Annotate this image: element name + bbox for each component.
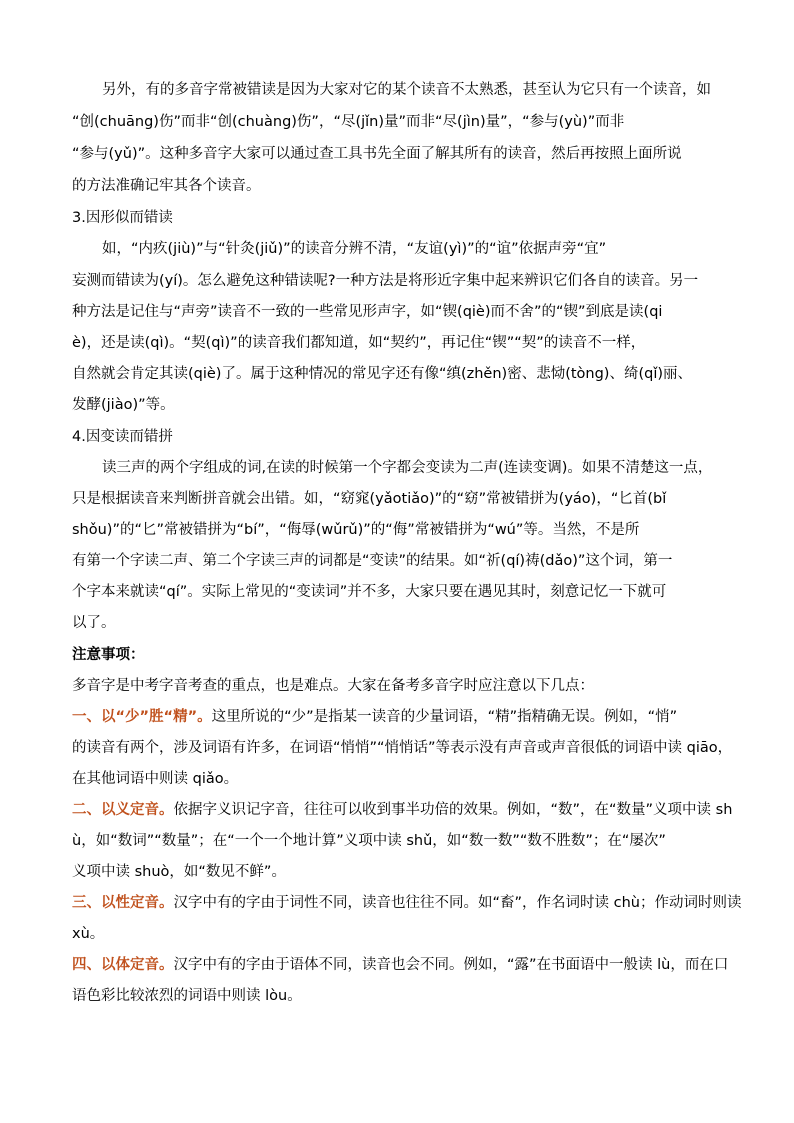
paragraph-line: 读三声的两个字组成的词,在读的时候第一个字都会变读为二声(连读变调)。如果不清楚这一点， bbox=[102, 460, 713, 476]
section-heading: 3.因形似而错读 bbox=[72, 210, 173, 226]
paragraph-line: 以了。 bbox=[72, 615, 116, 631]
rule-line bbox=[72, 800, 732, 820]
paragraph-line: “创(chuāng)伤”而非“创(chuàng)伤”，“尽(jǐn)量”而非“尽(jìn)量”，“参与(yù)”而非 bbox=[72, 114, 625, 130]
rule-text: 这里所说的“少”是指某一读音的少量词语，“精”指精确无误。例如，“悄” bbox=[211, 709, 678, 725]
rule-text: 汉字中有的字由于语体不同，读音也会不同。例如，“露”在书面语中一般读 lù，而在口 bbox=[173, 957, 729, 973]
paragraph-line: “参与(yǔ)”。这种多音字大家可以通过查工具书先全面了解其所有的读音，然后再按照上面所说 bbox=[72, 146, 682, 162]
paragraph-line: 在其他词语中则读 qiǎo。 bbox=[72, 771, 239, 787]
paragraph-line: 多音字是中考字音考查的重点，也是难点。大家在备考多音字时应注意以下几点： bbox=[72, 678, 594, 694]
rule-title: 四、以体定音。 bbox=[72, 957, 174, 973]
paragraph-line: 发酵(jiào)”等。 bbox=[72, 397, 175, 413]
notes-heading: 注意事项： bbox=[72, 647, 145, 663]
paragraph-line: 个字本来就读“qí”。实际上常见的“变读词”并不多，大家只要在遇见其时，刻意记忆一下就可 bbox=[72, 584, 667, 600]
paragraph-line: 的方法准确记牢其各个读音。 bbox=[72, 178, 261, 194]
paragraph-line: 另外，有的多音字常被错读是因为大家对它的某个读音不太熟悉，甚至认为它只有一个读音，如 bbox=[102, 82, 711, 98]
paragraph-line: 有第一个字读二声、第二个字读三声的词都是“变读”的结果。如“祈(qí)祷(dǎo)”这个词，第一 bbox=[72, 553, 673, 569]
rule-text: 汉字中有的字由于词性不同，读音也往往不同。如“畜”，作名词时读 chù；作动词时则读 bbox=[173, 895, 742, 911]
rule-line bbox=[72, 955, 728, 975]
paragraph-line: ù，如“数词”“数量”；在“一个一个地计算”义项中读 shǔ，如“数一数”“数不胜数”；在“屡次” bbox=[72, 833, 666, 849]
paragraph-line: 只是根据读音来判断拼音就会出错。如，“窈窕(yǎotiǎo)”的“窈”常被错拼为(yáo)，“匕首(bǐ bbox=[72, 491, 667, 507]
section-heading: 4.因变读而错拼 bbox=[72, 429, 173, 445]
rule-title: 三、以性定音。 bbox=[72, 895, 174, 911]
rule-text: 依据字义识记字音，往往可以收到事半功倍的效果。例如，“数”，在“数量”义项中读 sh bbox=[173, 802, 733, 818]
paragraph-line: 如，“内疚(jiù)”与“针灸(jiǔ)”的读音分辨不清，“友谊(yì)”的“谊”依据声旁“宜” bbox=[102, 241, 607, 257]
paragraph-line: xù。 bbox=[72, 926, 105, 942]
rule-line bbox=[72, 893, 741, 913]
paragraph-line: 自然就会肯定其读(qiè)了。属于这种情况的常见字还有像“缜(zhěn)密、悲恸(tòng)、绮(qǐ)丽、 bbox=[72, 366, 693, 382]
paragraph-line: 种方法是记住与“声旁”读音不一致的一些常见形声字，如“锲(qiè)而不舍”的“锲”到底是读(qi bbox=[72, 304, 663, 320]
paragraph-line: 义项中读 shuò，如“数见不鲜”。 bbox=[72, 864, 286, 880]
paragraph-line: 的读音有两个，涉及词语有许多，在词语“悄悄”“悄悄话”等表示没有声音或声音很低的词语中读 qiāo， bbox=[72, 740, 733, 756]
paragraph-line: 语色彩比较浓烈的词语中则读 lòu。 bbox=[72, 988, 302, 1004]
paragraph-line: è)，还是读(qì)。“契(qì)”的读音我们都知道，如“契约”，再记住“锲”“契”的读音不一样， bbox=[72, 335, 646, 351]
paragraph-line: shǒu)”的“匕”常被错拼为“bí”，“侮辱(wǔrǔ)”的“侮”常被错拼为“wú”等。当然，不是所 bbox=[72, 522, 640, 538]
rule-title: 一、以“少”胜“精”。 bbox=[72, 709, 212, 725]
paragraph-line: 妄测而错读为(yí)。怎么避免这种错读呢?一种方法是将形近字集中起来辨识它们各自的读音。另一 bbox=[72, 273, 699, 289]
rule-line bbox=[72, 707, 677, 727]
rule-title: 二、以义定音。 bbox=[72, 802, 174, 818]
